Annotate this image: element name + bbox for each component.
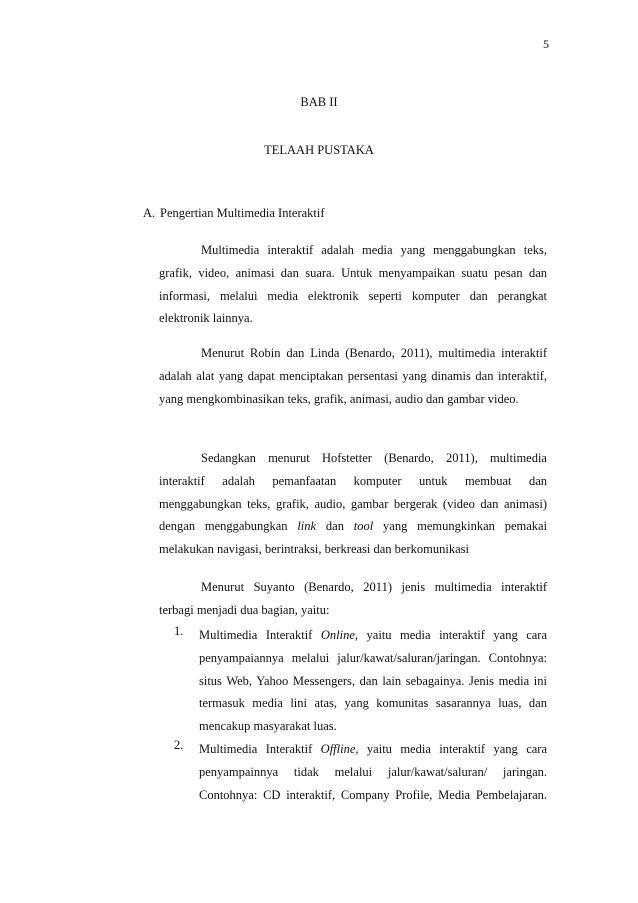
list-line: mencakup masyarakat luas. xyxy=(199,719,337,734)
text-span: Multimedia Interaktif xyxy=(199,742,313,756)
section-heading xyxy=(143,206,325,221)
paragraph-line: informasi, melalui media elektronik seperti komputer dan perangkat xyxy=(159,288,547,303)
text-span: Multimedia Interaktif xyxy=(199,628,313,642)
list-number: 2. xyxy=(174,738,184,752)
list-line xyxy=(199,738,547,761)
list-body xyxy=(199,738,547,806)
text-span: dan xyxy=(325,519,344,534)
italic-term: Offline, xyxy=(320,742,359,756)
paragraph-line: elektronik lainnya. xyxy=(159,311,253,326)
text-span: dengan menggabungkan xyxy=(159,519,288,534)
paragraph-line xyxy=(159,515,547,538)
page-number: 5 xyxy=(543,37,549,51)
section-letter: A. xyxy=(143,206,156,220)
text-span: , yaitu media interaktif yang cara xyxy=(354,628,548,642)
paragraph-line: menggabungkan teks, grafik, audio, gambar bergerak (video dan animasi) xyxy=(159,496,547,511)
list-line: penyampainnya tidak melalui jalur/kawat/saluran/ jaringan. xyxy=(199,764,547,779)
chapter-heading: BAB II xyxy=(300,95,338,109)
italic-term: Online xyxy=(320,628,355,642)
text-span: yang memungkinkan pemakai xyxy=(383,519,548,534)
section-title: Pengertian Multimedia Interaktif xyxy=(160,206,325,220)
chapter-title: TELAAH PUSTAKA xyxy=(264,143,374,157)
paragraph-3 xyxy=(159,447,547,561)
list-number: 1. xyxy=(174,624,184,638)
list-line: termasuk media lini atas, yang komunitas sasarannya luas, dan xyxy=(199,696,547,711)
paragraph-2 xyxy=(159,342,547,410)
paragraph-line: interaktif adalah pemanfaatan komputer untuk membuat dan xyxy=(159,473,547,488)
paragraph-line: terbagi menjadi dua bagian, yaitu: xyxy=(159,602,330,617)
list-body xyxy=(199,624,547,738)
list-line xyxy=(199,624,547,647)
text-span: yaitu media interaktif yang cara xyxy=(358,742,548,756)
paragraph-line: adalah alat yang dapat menciptakan persentasi yang dinamis dan interaktif, xyxy=(159,368,547,383)
paragraph-line: Menurut Suyanto (Benardo, 2011) jenis multimedia interaktif xyxy=(201,580,547,594)
list-line: situs Web, Yahoo Messengers, dan lain sebagainya. Jenis media ini xyxy=(199,673,547,688)
paragraph-line: melakukan navigasi, berintraksi, berkreasi dan berkomunikasi xyxy=(159,542,469,557)
list-line: penyampaiannya melalui jalur/kawat/saluran/jaringan. Contohnya: xyxy=(199,650,547,665)
paragraph-line: grafik, video, animasi dan suara. Untuk menyampaikan suatu pesan dan xyxy=(159,265,547,280)
paragraph-4 xyxy=(159,576,547,622)
paragraph-line: Sedangkan menurut Hofstetter (Benardo, 2011), multimedia xyxy=(201,451,547,465)
paragraph-line: Menurut Robin dan Linda (Benardo, 2011), multimedia interaktif xyxy=(201,346,547,360)
paragraph-line: yang mengkombinasikan teks, grafik, animasi, audio dan gambar video. xyxy=(159,391,519,406)
paragraph-1 xyxy=(159,239,547,330)
italic-term: tool xyxy=(353,519,374,534)
paragraph-line: Multimedia interaktif adalah media yang menggabungkan teks, xyxy=(201,243,547,257)
italic-term: link xyxy=(297,519,317,534)
list-line: Contohnya: CD interaktif, Company Profile, Media Pembelajaran. xyxy=(199,787,547,802)
